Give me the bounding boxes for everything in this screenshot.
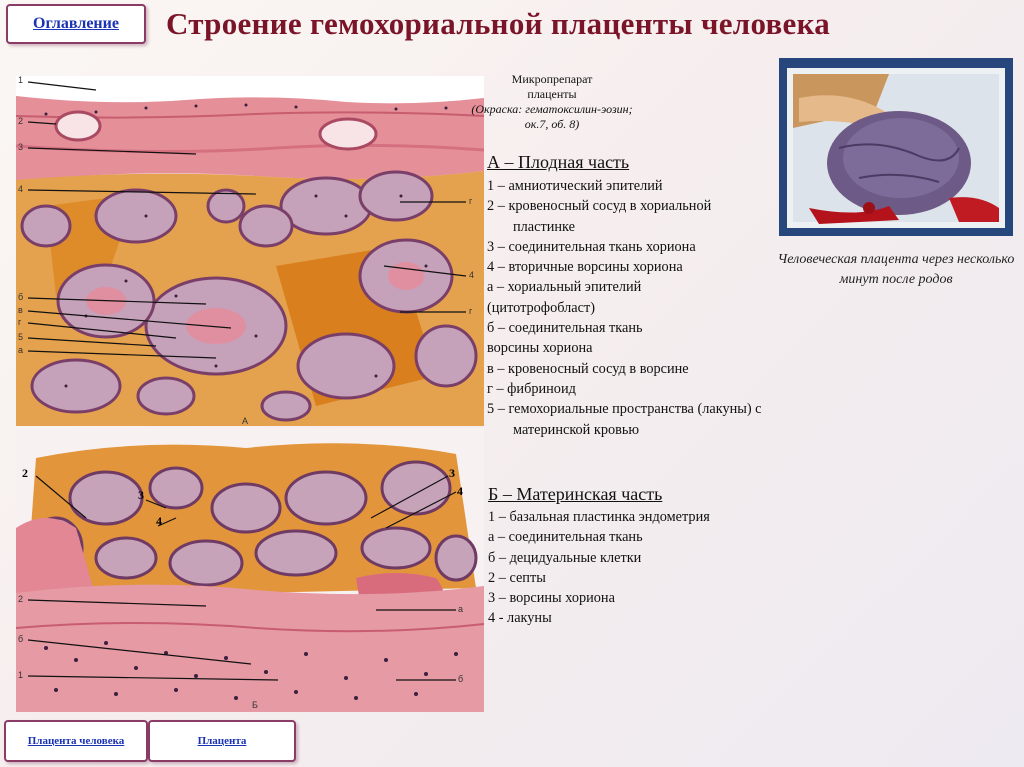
list-item: а – хориальный эпителий [487, 279, 642, 296]
placenta-photo [779, 58, 1013, 236]
panel-a-label-5: 5 [18, 332, 24, 342]
placenta-human-link-button[interactable]: Плацента человека [4, 720, 148, 762]
list-item: 1 – амниотический эпителий [487, 178, 663, 194]
list-item: б – соединительная ткань [487, 320, 643, 337]
panel-a-label-g: г [18, 317, 22, 327]
panel-b-bold-2: 2 [22, 466, 28, 480]
page-title: Строение гемохориальной плаценты человека [166, 6, 831, 41]
list-item: а – соединительная ткань [488, 529, 643, 546]
panel-b-bold-right-3: 3 [449, 466, 455, 480]
placenta-link-button[interactable]: Плацента [148, 720, 296, 762]
panel-b-right-label-a: а [458, 604, 464, 614]
panel-b-bold-right-4: 4 [457, 484, 463, 498]
list-item: 5 – гемохориальные пространства (лакуны) с [487, 401, 762, 418]
panel-a-label-v: в [18, 305, 23, 315]
panel-a-right-label-g2: г [469, 306, 473, 316]
list-item: 4 - лакуны [488, 610, 552, 627]
list-item: 4 – вторичные ворсины хориона [487, 259, 683, 276]
micro-line2: плаценты [527, 87, 577, 101]
panel-b-bold-3: 3 [138, 488, 144, 502]
micro-stain: (Окраска: гематоксилин-эозин; ок.7, об. 8) [471, 102, 633, 131]
list-item: (цитотрофобласт) [487, 299, 595, 316]
list-item: 3 – ворсины хориона [488, 590, 615, 607]
panel-a-right-label-g1: г [469, 196, 473, 206]
panel-b-right-label-b: б [458, 674, 464, 684]
list-item: г – фибриноид [487, 380, 576, 397]
panel-b-label-1: 1 [18, 670, 24, 680]
panel-a-letter: А [242, 416, 249, 426]
list-item: 1 – базальная пластинка эндометрия [488, 509, 710, 525]
list-item: 3 – соединительная ткань хориона [487, 238, 696, 255]
photo-caption: Человеческая плацента через несколько минут после родов [777, 252, 1015, 287]
panel-b-label-2: 2 [18, 594, 24, 604]
panel-b-bold-4: 4 [156, 514, 162, 528]
panel-a-label-1: 1 [18, 76, 24, 85]
micrograph-maternal-part [16, 428, 484, 712]
section-a-heading: А – Плодная часть [487, 152, 630, 172]
panel-b-letter: Б [252, 700, 258, 710]
panel-a-label-2: 2 [18, 116, 24, 126]
micrograph-b-image [16, 428, 484, 712]
panel-a-label-a: а [18, 345, 24, 355]
list-item: 2 – кровеносный сосуд в хориальной [487, 198, 712, 215]
micrograph-fetal-part [16, 76, 484, 426]
placenta-photo-image [779, 58, 1013, 236]
list-item: пластинке [513, 218, 575, 235]
toc-button[interactable]: Оглавление [6, 4, 146, 44]
panel-a-label-b: б [18, 292, 24, 302]
panel-a-label-3: 3 [18, 142, 24, 152]
list-item: ворсины хориона [487, 340, 593, 357]
micropreparation-caption [462, 72, 642, 132]
micro-line1: Микропрепарат [511, 72, 593, 86]
list-item: в – кровеносный сосуд в ворсине [487, 360, 689, 377]
list-item: 2 – септы [488, 569, 546, 586]
section-b-list [488, 507, 788, 629]
panel-b-label-b: б [18, 634, 24, 644]
panel-a-right-label-4: 4 [469, 270, 475, 280]
panel-a-label-4: 4 [18, 184, 24, 194]
section-b-heading: Б – Материнская часть [488, 484, 663, 504]
list-item: б – децидуальные клетки [488, 549, 642, 566]
list-item: материнской кровью [513, 421, 640, 438]
micrograph-a-image [16, 76, 484, 426]
